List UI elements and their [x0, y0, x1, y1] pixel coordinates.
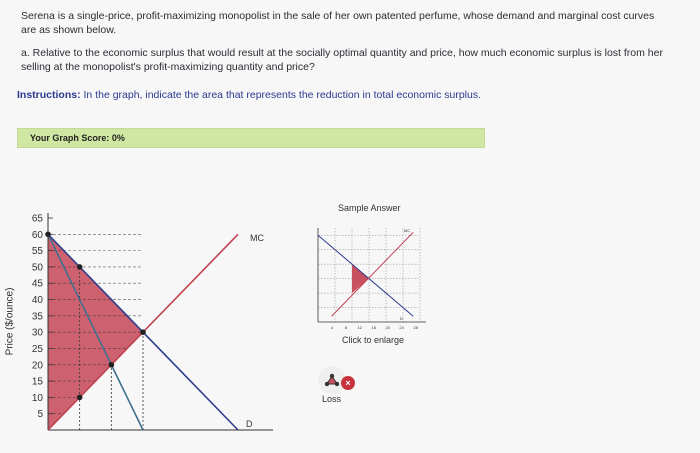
y-tick-label: 15	[31, 376, 43, 388]
y-tick-label: 50	[31, 262, 43, 274]
mini-x-tick-label: 20	[385, 325, 390, 330]
remove-icon[interactable]: ×	[341, 376, 355, 390]
click-to-enlarge-link[interactable]: Click to enlarge	[342, 335, 405, 345]
mini-x-tick-label: 24	[399, 325, 404, 330]
mini-mc-label: MC	[404, 228, 411, 233]
instructions-label: Instructions:	[17, 89, 81, 101]
y-tick-label: 10	[31, 392, 43, 404]
curve-point	[45, 232, 51, 238]
y-tick-label: 20	[31, 360, 43, 372]
y-tick-label: 35	[31, 311, 43, 323]
y-tick-label: 25	[31, 343, 43, 355]
mini-d-label: D	[400, 316, 403, 321]
mini-x-tick-label: 8	[344, 325, 347, 330]
curve-point	[77, 264, 83, 270]
y-axis-label: Price ($/ounce)	[4, 287, 16, 356]
curve-point	[77, 395, 83, 401]
instructions-text: In the graph, indicate the area that represents the reduction in total economic surplus.	[80, 89, 481, 101]
question-intro: Serena is a single-price, profit-maximizing monopolist in the sale of her own patented perfume, whose demand and marginal cost curves are as shown below.	[21, 10, 655, 36]
curve-point	[109, 362, 115, 368]
graph-score-bar	[17, 128, 485, 148]
y-tick-label: 45	[31, 278, 43, 290]
sample-answer-title: Sample Answer	[338, 203, 401, 213]
mini-x-tick-label: 28	[413, 325, 418, 330]
demand-label: D	[246, 419, 253, 429]
y-tick-label: 60	[31, 229, 43, 241]
mini-x-tick-label: 12	[357, 325, 363, 330]
question-part-a: a. Relative to the economic surplus that would result at the socially optimal quantity and price, how much economic surplus is lost from her selling at the monopolist's profit-maximizing quantity and price?	[21, 47, 663, 73]
curve-point	[140, 329, 146, 335]
y-tick-label: 55	[31, 246, 43, 258]
mini-mc-curve	[332, 232, 414, 316]
instructions	[17, 89, 481, 101]
mini-x-tick-label: 16	[371, 325, 376, 330]
y-tick-label: 30	[31, 327, 43, 339]
y-tick-label: 5	[37, 409, 43, 421]
graph-score-label: Your Graph Score: 0%	[30, 133, 125, 143]
main-graph[interactable]	[0, 190, 300, 453]
y-tick-label: 65	[31, 213, 43, 225]
loss-tool-label: Loss	[322, 394, 342, 404]
y-tick-label: 40	[31, 295, 43, 307]
mini-loss-area	[352, 264, 369, 293]
mc-label: MC	[250, 233, 264, 243]
mini-x-tick-label: 4	[330, 325, 334, 330]
